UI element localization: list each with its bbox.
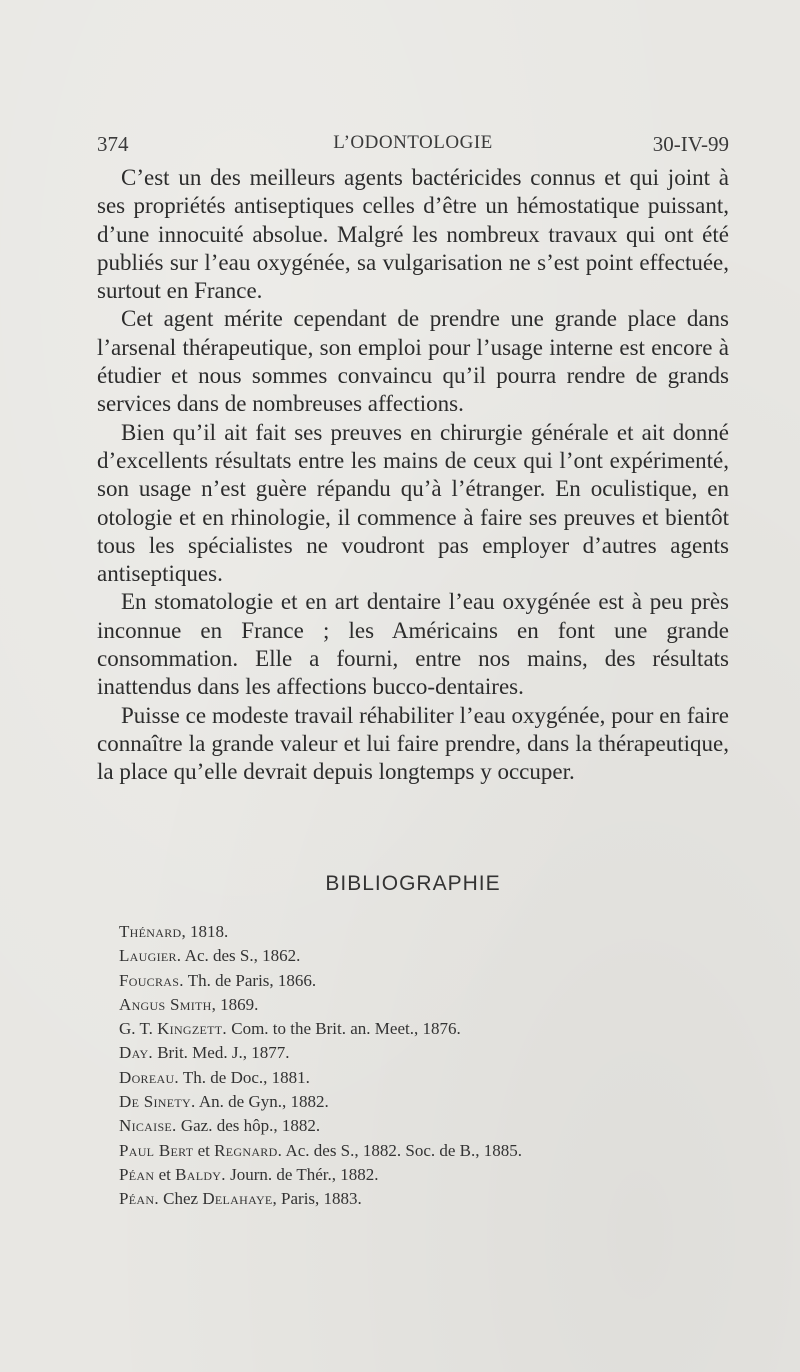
bibliography-entry <box>119 1187 719 1211</box>
bibliography-heading: BIBLIOGRAPHIE <box>325 872 501 895</box>
entry-reference: Gaz. des hôp., 1882. <box>176 1116 321 1136</box>
bibliography-entry <box>119 1090 719 1114</box>
entry-reference: , Paris, 1883. <box>272 1189 362 1209</box>
entry-author: Doreau. <box>119 1067 179 1087</box>
entry-reference: Th. de Paris, 1866. <box>183 970 317 990</box>
entry-reference: Th. de Doc., 1881. <box>178 1067 310 1087</box>
bibliography-entry <box>119 1041 719 1065</box>
bibliography-entry <box>119 1163 719 1187</box>
entry-reference: , 1818. <box>181 922 229 941</box>
entry-connector: et <box>193 1140 215 1160</box>
entry-author: Péan <box>119 1164 155 1184</box>
entry-reference: Ac. des S., 1882. Soc. de B., 1885. <box>282 1140 523 1160</box>
paragraph: Bien qu’il ait fait ses preuves en chirurgie générale et ait donné d’excellents résultats entre les mains de ceux qui l’ont expérimenté, son usage n’est guère répandu qu’à l’étranger. En oculistique, en otologie et en rhinologie, il commence à faire ses preuves et bientôt tous les spécialistes ne voudront pas employer d’autres agents antiseptiques. <box>97 419 729 587</box>
entry-coauthor: Delahaye <box>202 1189 273 1209</box>
entry-prefix: G. T. <box>119 1019 158 1039</box>
entry-author: Angus Smith <box>119 994 212 1014</box>
journal-title: L’ODONTOLOGIE <box>333 132 493 153</box>
entry-author: Foucras. <box>119 970 184 990</box>
entry-author: Kingzett. <box>157 1019 227 1039</box>
entry-reference: Brit. Med. J., 1877. <box>152 1043 290 1063</box>
paragraph: C’est un des meilleurs agents bactéricides connus et qui joint à ses propriétés antiseptiques celles d’être un hémostatique puissant, d’une innocuité absolue. Malgré les nombreux travaux qui ont été publiés sur l’eau oxygénée, sa vulgarisation ne s’est point effectuée, surtout en France. <box>97 165 729 304</box>
entry-reference: Ac. des S., 1862. <box>181 946 301 966</box>
running-head <box>97 128 729 158</box>
entry-reference: Journ. de Thér., 1882. <box>225 1164 379 1184</box>
paragraph: Cet agent mérite cependant de prendre une grande place dans l’arsenal thérapeutique, son emploi pour l’usage interne est encore à étudier et nous sommes convaincu qu’il pourra rendre de grands services dans de nombreuses affections. <box>97 306 729 417</box>
entry-coauthor: Baldy. <box>175 1164 226 1184</box>
entry-connector: Chez <box>158 1189 203 1209</box>
page-number: 374 <box>97 132 129 156</box>
entry-reference: An. de Gyn., 1882. <box>195 1092 329 1112</box>
entry-coauthor: Regnard. <box>214 1140 283 1160</box>
entry-reference: Com. to the Brit. an. Meet., 1876. <box>226 1019 461 1039</box>
bibliography-entry <box>119 1139 719 1163</box>
bibliography-entry <box>119 969 719 993</box>
entry-connector: et <box>154 1164 176 1184</box>
entry-author: Péan. <box>119 1189 159 1209</box>
bibliography-entry <box>119 1114 719 1138</box>
bibliography-entry <box>119 993 719 1017</box>
issue-date: 30-IV-99 <box>652 132 729 156</box>
entry-author: Paul Bert <box>119 1140 194 1160</box>
paragraph: Puisse ce modeste travail réhabiliter l’eau oxygénée, pour en faire connaître la grande valeur et lui faire prendre, dans la thérapeutique, la place qu’elle devrait depuis longtemps y occuper. <box>97 702 729 785</box>
entry-author: Day. <box>119 1043 153 1063</box>
entry-author: Nicaise. <box>119 1116 177 1136</box>
bibliography-list <box>119 920 719 1212</box>
entry-author: De Sinety. <box>119 1092 196 1112</box>
bibliography-entry <box>119 920 719 944</box>
bibliography-entry <box>119 944 719 968</box>
entry-author: Laugier. <box>119 946 182 966</box>
entry-author: Thénard <box>119 922 182 941</box>
bibliography-entry <box>119 1017 719 1041</box>
bibliography-entry <box>119 1066 719 1090</box>
body-text <box>97 164 729 787</box>
paragraph: En stomatologie et en art dentaire l’eau oxygénée est à peu près inconnue en France ; les Américains en font une grande consommation. Elle a fourni, entre nos mains, des résultats inattendus dans les affections bucco-dentaires. <box>97 589 729 700</box>
entry-reference: , 1869. <box>211 994 259 1014</box>
